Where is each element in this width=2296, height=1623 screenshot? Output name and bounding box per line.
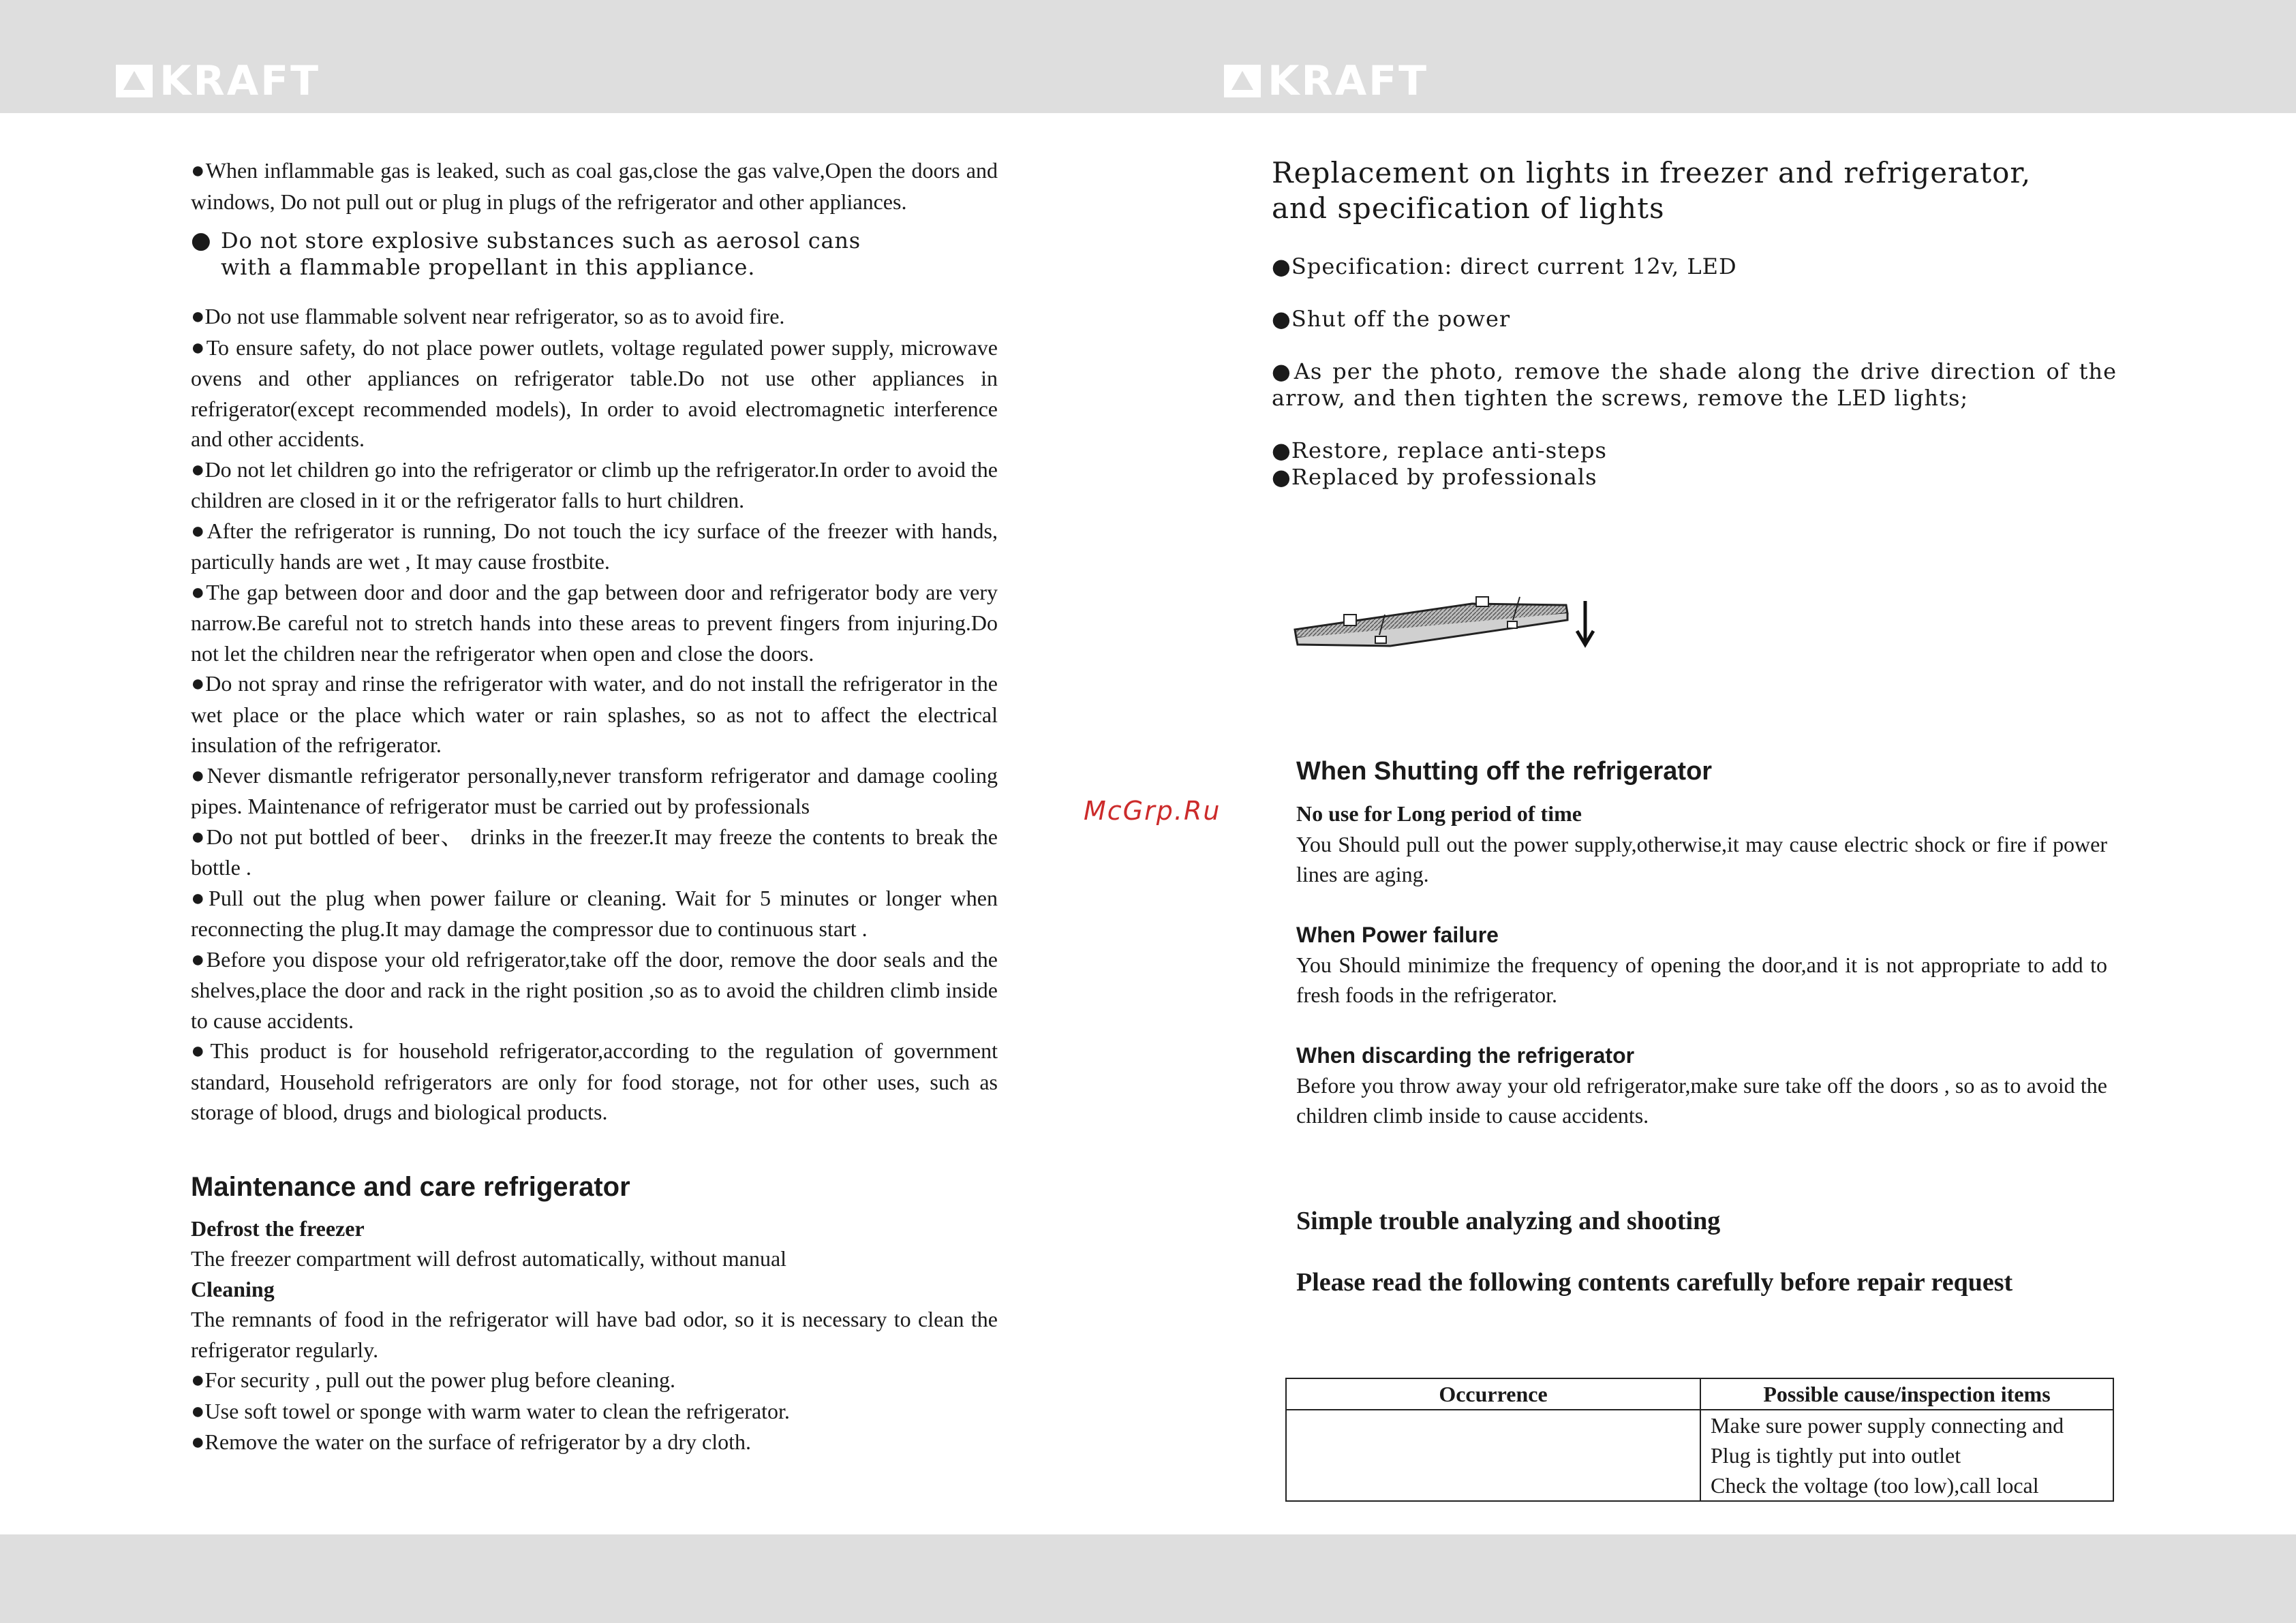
shutting-heading: When Shutting off the refrigerator (1296, 757, 1713, 786)
shade-tab (1476, 597, 1488, 606)
power-failure-heading: When Power failure (1296, 922, 1499, 947)
spec-item: ●Specification: direct current 12v, LED (1272, 253, 1737, 279)
explosive-note-text: Do not store explosive substances such as aerosol cans with a flammable propellant in this appliance. (221, 228, 861, 280)
bullet-item: ●To ensure safety, do not place power outlets, voltage regulated power supply, microwave ovens and other appliances on refrigerator table.Do not use other appliances in refrigerator(except recommended models), In order to avoid electromagnetic interference and other accidents. (191, 335, 998, 451)
occurrence-cell (1286, 1410, 1700, 1501)
kraft-logo-icon (116, 65, 153, 97)
read-note: Please read the following contents carefully before repair request (1296, 1267, 2013, 1297)
shade-tab (1344, 615, 1356, 625)
watermark: McGrp.Ru (1084, 796, 1221, 826)
column-header-cause: Possible cause/inspection items (1700, 1378, 2113, 1410)
bullet-item: ●For security , pull out the power plug before cleaning. (191, 1367, 676, 1393)
down-arrow-icon (1577, 601, 1593, 645)
screw-mark (1507, 621, 1517, 628)
cleaning-heading: Cleaning (191, 1276, 275, 1301)
long-period-heading: No use for Long period of time (1296, 801, 1582, 826)
bullet-item: ●Never dismantle refrigerator personally,never transform refrigerator and damage cooling pipes. Maintenance of refrigerator must be carried out by professionals (191, 762, 998, 818)
restore-item: ●Restore, replace anti-steps (1272, 437, 1607, 463)
replaced-item: ●Replaced by professionals (1272, 464, 1597, 490)
photo-step-item: ●As per the photo, remove the shade along the drive direction of the arrow, and then tighten the screws, remove the LED lights; (1272, 358, 2117, 411)
bullet-item: ●Before you dispose your old refrigerator,take off the door, remove the door seals and the shelves,place the door and rack in the right position ,so as to avoid the children climb inside to cause accidents. (191, 946, 998, 1033)
bullet-item: ●Pull out the plug when power failure or cleaning. Wait for 5 minutes or longer when reconnecting the plug.It may damage the compressor due to continuous start . (191, 885, 998, 941)
right-page (1272, 155, 2117, 491)
led-shade-diagram (1288, 587, 1602, 669)
maintenance-section (191, 1214, 998, 1458)
defrost-heading: Defrost the freezer (191, 1216, 365, 1241)
left-page (191, 155, 998, 1458)
brand-name: KRAFT (1268, 57, 1429, 105)
column-header-occurrence: Occurrence (1286, 1378, 1700, 1410)
light-shade (1295, 604, 1567, 646)
cause-line: Make sure power supply connecting and (1711, 1413, 2064, 1438)
defrost-text: The freezer compartment will defrost automatically, without manual (191, 1246, 787, 1271)
kraft-logo-left (116, 57, 321, 105)
kraft-logo-right (1224, 57, 1429, 105)
shutoff-item: ●Shut off the power (1272, 306, 1511, 332)
explosive-note: ● Do not store explosive substances such as aerosol cans with a flammable propellant in this appliance. (191, 228, 998, 281)
bullet-item: ●This product is for household refrigerator,according to the regulation of government standard, Household refrigerators are only for food storage, not for other uses, such as storage of blood, drugs and biological products. (191, 1038, 998, 1124)
kraft-logo-icon (1224, 65, 1261, 97)
header-band (0, 0, 2296, 113)
cause-line: Check the voltage (too low),call local (1711, 1473, 2039, 1498)
bullet-item: ●Remove the water on the surface of refrigerator by a dry cloth. (191, 1429, 751, 1455)
table-header-row (1286, 1378, 2113, 1410)
trouble-heading: Simple trouble analyzing and shooting (1296, 1206, 1721, 1235)
bullet-item: ●Do not let children go into the refrigerator or climb up the refrigerator.In order to avoid the children are closed in it or the refrigerator falls to hurt children. (191, 457, 998, 512)
cleaning-text: The remnants of food in the refrigerator will have bad odor, so it is necessary to clean the refrigerator regularly. (191, 1307, 998, 1362)
bullet-gas-leak: ●When inflammable gas is leaked, such as coal gas,close the gas valve,Open the doors and windows, Do not pull out or plug in plugs of the refrigerator and other appliances. (191, 158, 998, 214)
bullet-item: ●Use soft towel or sponge with warm water to clean the refrigerator. (191, 1398, 790, 1424)
bullet-item: ●The gap between door and door and the gap between door and refrigerator body are very narrow.Be careful not to stretch hands into these areas to prevent fingers from injuring.Do not let the children near the refrigerator when open and close the doors. (191, 579, 998, 666)
cause-line: Plug is tightly put into outlet (1711, 1443, 1961, 1468)
trouble-table (1285, 1378, 2114, 1502)
maintenance-heading: Maintenance and care refrigerator (191, 1171, 630, 1202)
bullet-item: ●After the refrigerator is running, Do not touch the icy surface of the freezer with hands, particully hands are wet , It may cause frostbite. (191, 518, 998, 574)
lights-title: Replacement on lights in freezer and refrigerator, and specification of lights (1272, 156, 2032, 225)
screw-mark (1375, 636, 1386, 643)
discarding-text: Before you throw away your old refrigerator,make sure take off the doors , so as to avoid the children climb inside to cause accidents. (1296, 1072, 2107, 1128)
bullet-item: ●Do not use flammable solvent near refrigerator, so as to avoid fire. (191, 304, 785, 329)
bullet-item: ●Do not spray and rinse the refrigerator with water, and do not install the refrigerator in the wet place or the place which water or rain splashes, so as not to affect the electrical insulation of the refrigerator. (191, 671, 998, 757)
long-period-text: You Should pull out the power supply,otherwise,it may cause electric shock or fire if power lines are aging. (1296, 831, 2107, 886)
table-row (1286, 1410, 2113, 1501)
shutting-section (1296, 755, 2107, 1299)
power-failure-text: You Should minimize the frequency of opening the door,and it is not appropriate to add to fresh foods in the refrigerator. (1296, 952, 2107, 1007)
brand-name: KRAFT (159, 57, 321, 105)
discarding-heading: When discarding the refrigerator (1296, 1042, 1635, 1068)
footer-band (0, 1534, 2296, 1623)
bullet-item: ●Do not put bottled of beer、 drinks in the freezer.It may freeze the contents to break the bottle . (191, 824, 998, 880)
safety-bullets (191, 301, 998, 1128)
cause-cell (1700, 1410, 2113, 1501)
